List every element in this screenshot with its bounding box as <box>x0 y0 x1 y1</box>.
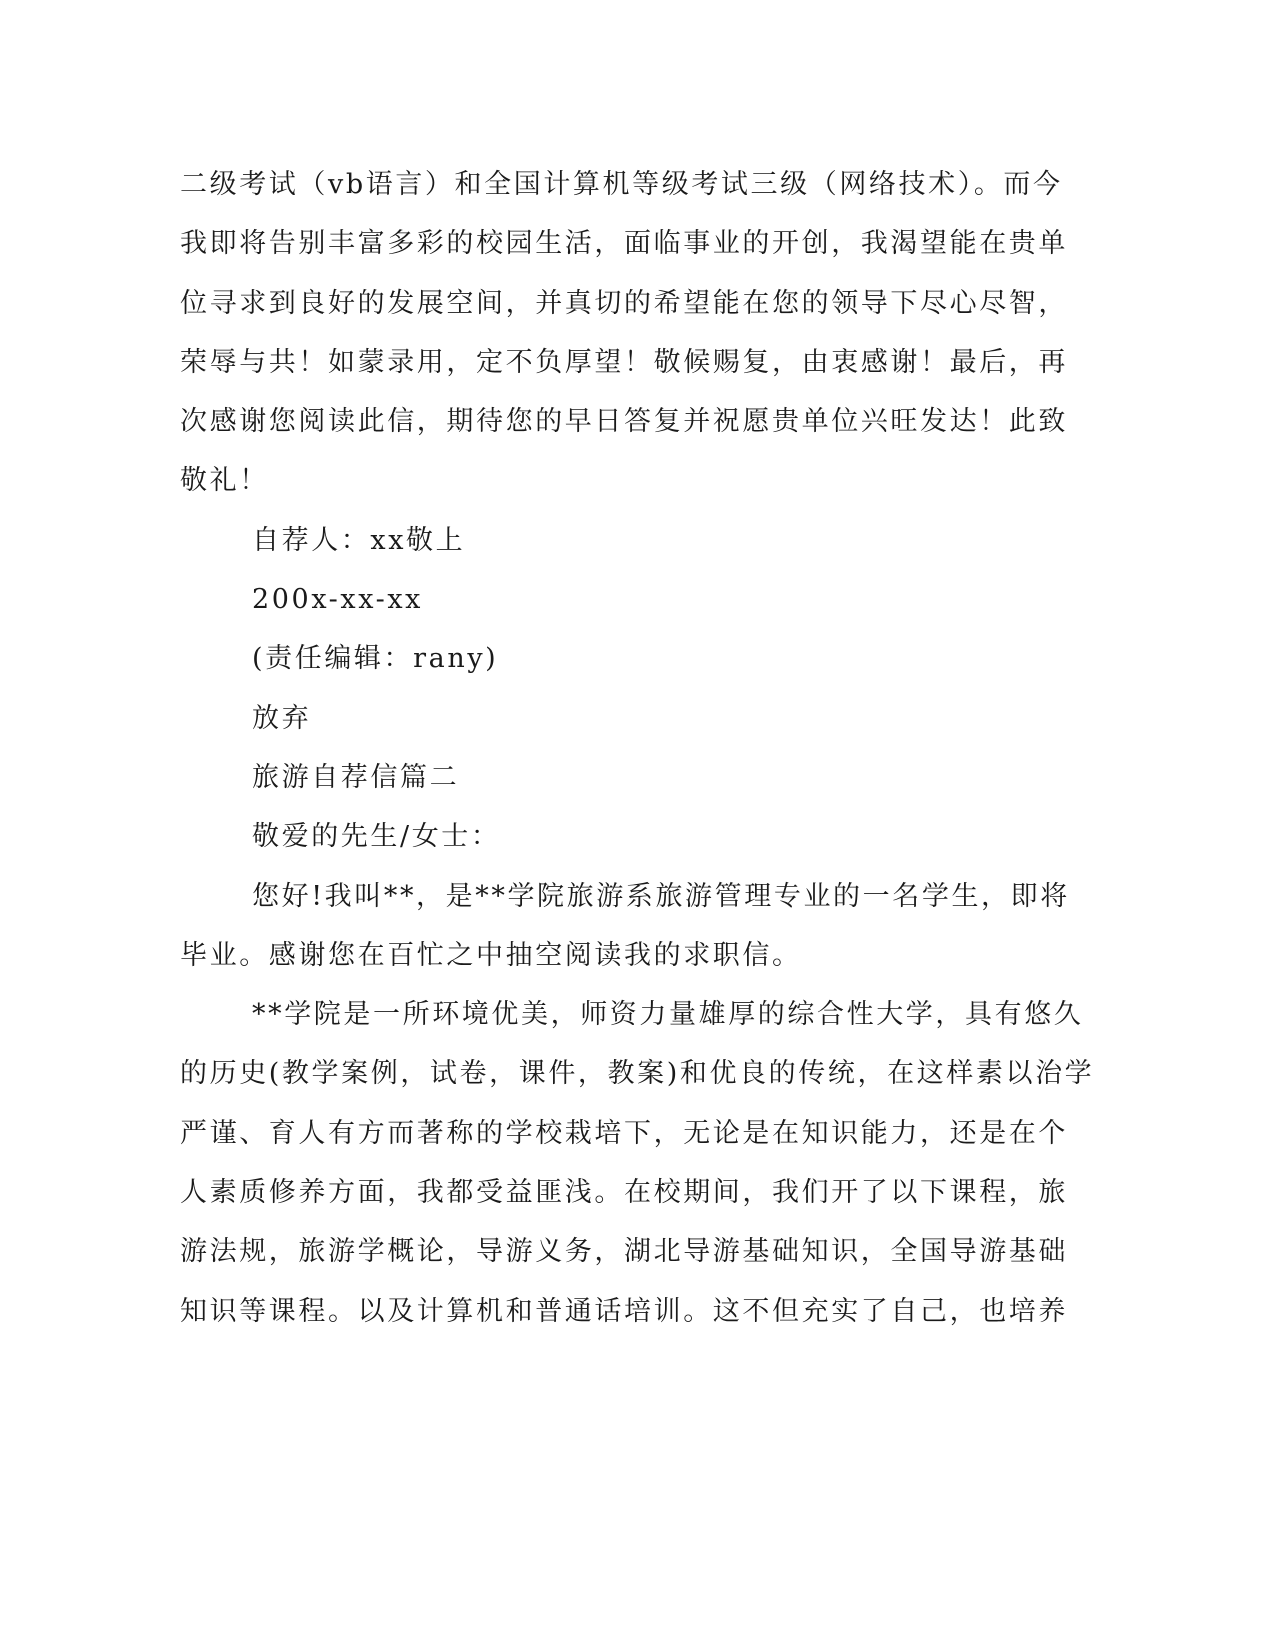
text-line: 次感谢您阅读此信，期待您的早日答复并祝愿贵单位兴旺发达！此致 <box>180 406 1068 438</box>
signature-line: 自荐人：xx敬上 <box>252 524 466 556</box>
greeting-line: 敬爱的先生/女士： <box>252 821 501 853</box>
text-line: 放弃 <box>252 702 312 734</box>
editor-note: (责任编辑：rany) <box>252 643 499 675</box>
document-body <box>180 155 1095 1341</box>
text-line: 我即将告别丰富多彩的校园生活，面临事业的开创，我渴望能在贵单 <box>180 228 1068 260</box>
text-line: 您好!我叫**，是**学院旅游系旅游管理专业的一名学生，即将 <box>252 880 1070 912</box>
closing-salutation: 敬礼！ <box>180 465 269 497</box>
text-line: 荣辱与共！如蒙录用，定不负厚望！敬候赐复，由衷感谢！最后，再 <box>180 346 1068 378</box>
section-heading: 旅游自荐信篇二 <box>252 761 460 793</box>
text-line: 知识等课程。以及计算机和普通话培训。这不但充实了自己，也培养 <box>180 1295 1068 1327</box>
text-line: 二级考试（vb语言）和全国计算机等级考试三级（网络技术）。而今 <box>180 169 1063 200</box>
text-line: 严谨、育人有方而著称的学校栽培下，无论是在知识能力，还是在个 <box>180 1117 1068 1149</box>
text-line: 毕业。感谢您在百忙之中抽空阅读我的求职信。 <box>180 939 802 971</box>
text-line: 的历史(教学案例，试卷，课件，教案)和优良的传统，在这样素以治学 <box>180 1058 1095 1090</box>
text-line: 位寻求到良好的发展空间，并真切的希望能在您的领导下尽心尽智， <box>180 287 1068 319</box>
text-line: 人素质修养方面，我都受益匪浅。在校期间，我们开了以下课程，旅 <box>180 1177 1068 1209</box>
date-line: 200x-xx-xx <box>252 584 423 616</box>
text-line: **学院是一所环境优美，师资力量雄厚的综合性大学，具有悠久 <box>252 999 1084 1031</box>
text-line: 游法规，旅游学概论，导游义务，湖北导游基础知识，全国导游基础 <box>180 1236 1068 1268</box>
